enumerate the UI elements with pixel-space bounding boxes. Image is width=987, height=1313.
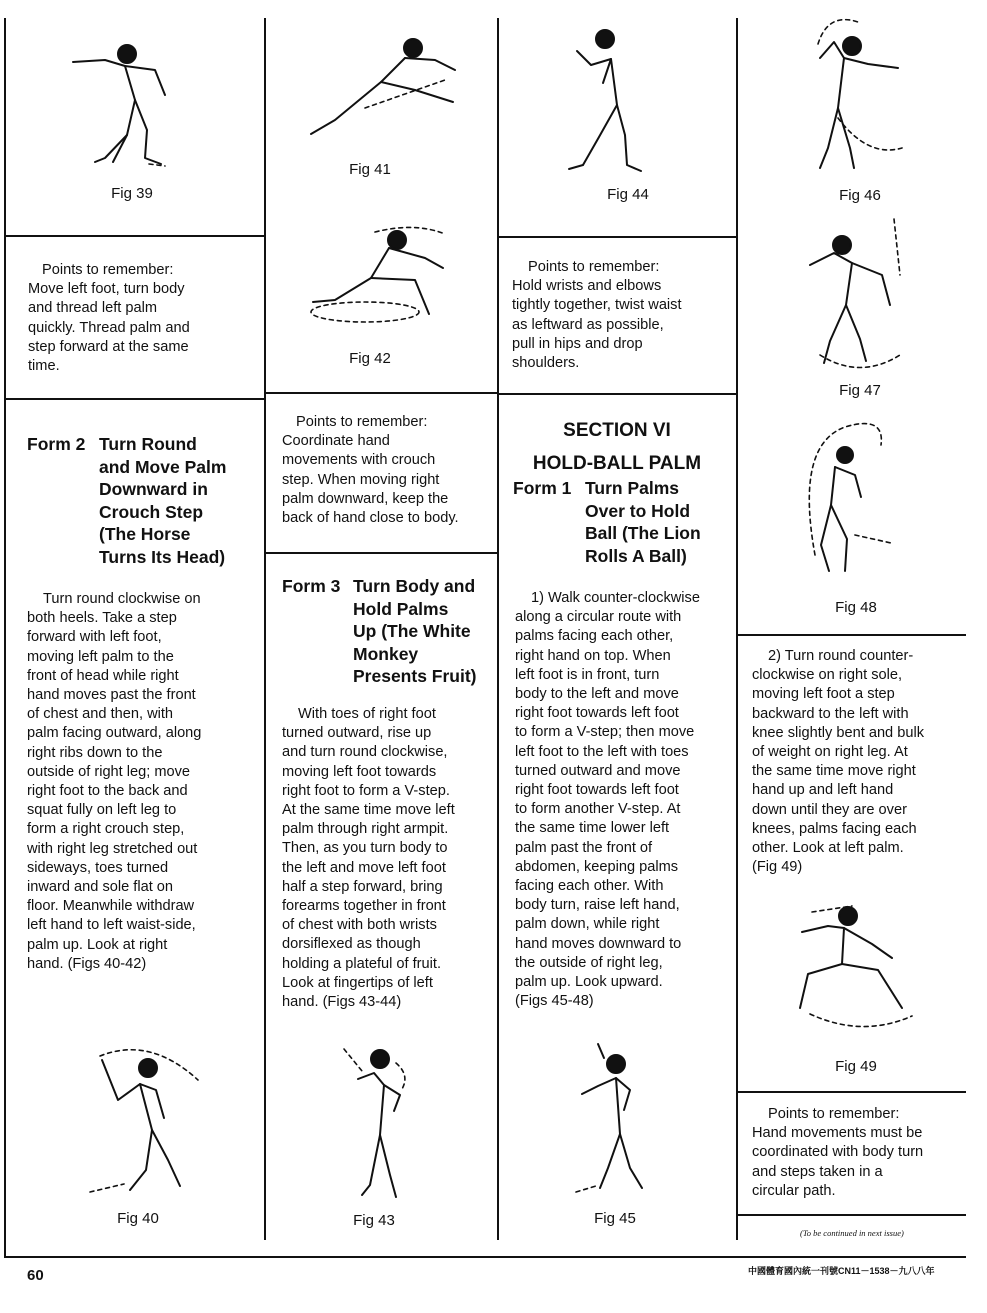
fig-47-caption: Fig 47: [839, 382, 881, 399]
fig-44-illustration: [555, 25, 655, 175]
points-to-remember-fig44: Points to remember: Hold wrists and elbows tightly together, twist waist as leftward as possible, pull in hips and drop shoulders.: [512, 259, 682, 372]
page-left-border: [4, 18, 6, 1258]
column-divider: [736, 18, 738, 1240]
continued-note: (To be continued in next issue): [800, 1228, 904, 1238]
row-divider: [497, 393, 736, 395]
footer-rule: [4, 1256, 966, 1258]
form-3-name: Turn Body and Hold Palms Up (The White Monkey Presents Fruit): [353, 576, 477, 686]
form-3-label: Form 3: [282, 576, 341, 596]
fig-41-illustration: [305, 30, 465, 140]
row-divider: [264, 392, 497, 394]
row-divider: [497, 236, 736, 238]
fig-45-illustration: [570, 1038, 660, 1198]
section-vi-heading: SECTION VI: [563, 420, 671, 441]
publication-code: 中國體育國內統一刊號CN11－1538－九八八年: [748, 1266, 935, 1276]
section-vi-form-1-body: 1) Walk counter-clockwise along a circular route with palms facing each other, right hand on top. When left foot is in front, turn body to the left and move right foot towards left foot to form a V-step; then move left foot to the left with toes turned outward and move right foot towards left foot to form another V-step. At the same time lower left palm past the front of abdomen, keeping palms facing each other. With body turn, raise left hand, palm down, while right hand moves downward to the outside of right leg, palm up. Look upward. (Figs 45-48): [515, 590, 700, 1010]
fig-49-caption: Fig 49: [835, 1058, 877, 1075]
fig-44-caption: Fig 44: [607, 186, 649, 203]
section-vi-form-1-name: Turn Palms Over to Hold Ball (The Lion Rolls A Ball): [585, 478, 701, 566]
fig-40-caption: Fig 40: [117, 1210, 159, 1227]
points-to-remember-fig49: Points to remember: Hand movements must be coordinated with body turn and steps taken in a circular path.: [752, 1106, 924, 1199]
page-number: 60: [27, 1267, 44, 1284]
fig-49-illustration: [782, 898, 922, 1038]
fig-43-caption: Fig 43: [353, 1212, 395, 1229]
form-2-title: [27, 433, 259, 573]
fig-48-illustration: [795, 415, 905, 590]
column-divider: [497, 18, 499, 1240]
points-to-remember-fig39: Points to remember: Move left foot, turn body and thread left palm quickly. Thread palm and step forward at the same time.: [28, 262, 190, 375]
form-1-part-2-body: 2) Turn round counter- clockwise on right sole, moving left foot a step backward to the left with knee slightly bent and bulk of weight on right leg. At the same time move right hand up and left hand down until they are over knees, palms facing each other. Look at left palm. (Fig 49): [752, 648, 924, 876]
fig-42-caption: Fig 42: [349, 350, 391, 367]
row-divider: [4, 398, 264, 400]
row-divider: [4, 235, 264, 237]
section-vi-form-1-title: [513, 477, 733, 573]
fig-43-illustration: [340, 1045, 420, 1205]
fig-46-illustration: [798, 8, 908, 183]
fig-41-caption: Fig 41: [349, 161, 391, 178]
hold-ball-palm-heading: HOLD-BALL PALM: [532, 453, 702, 474]
form-3-body: With toes of right foot turned outward, rise up and turn round clockwise, moving left foot towards right foot to form a V-step. At the same time move left palm through right armpit. Then, as you turn body to the left and move left foot half a step forward, bring forearms together in front of chest with both wrists dorsiflexed as though holding a plateful of fruit. Look at fingertips of left hand. (Figs 43-44): [282, 706, 455, 1011]
form-2-label: Form 2: [27, 434, 86, 454]
fig-47-illustration: [790, 215, 910, 375]
row-divider: [736, 1214, 966, 1216]
fig-42-illustration: [305, 218, 465, 328]
column-divider: [264, 18, 266, 1240]
fig-45-caption: Fig 45: [594, 1210, 636, 1227]
form-2-body: Turn round clockwise on both heels. Take a step forward with left foot, moving left palm to the front of head while right hand moves past the front of chest and then, with palm facing outward, along right ribs down to the outside of right leg; move right foot to the back and squat fully on left leg to form a right crouch step, with right leg stretched out sideways, toes turned inward and sole flat on floor. Meanwhile withdraw left hand to left waist-side, palm up. Look at right hand. (Figs 40-42): [27, 591, 202, 972]
form-2-name: Turn Round and Move Palm Downward in Crouch Step (The Horse Turns Its Head): [99, 434, 227, 567]
section-vi-form-1-label: Form 1: [513, 478, 572, 498]
row-divider: [736, 1091, 966, 1093]
form-3-title: [282, 575, 492, 693]
fig-48-caption: Fig 48: [835, 599, 877, 616]
fig-39-caption: Fig 39: [111, 185, 153, 202]
fig-39-illustration: [65, 40, 185, 170]
row-divider: [736, 634, 966, 636]
fig-40-illustration: [80, 1040, 210, 1200]
fig-46-caption: Fig 46: [839, 187, 881, 204]
points-to-remember-fig42: Points to remember: Coordinate hand movements with crouch step. When moving right palm downward, keep the back of hand close to body.: [282, 414, 459, 527]
row-divider: [264, 552, 497, 554]
